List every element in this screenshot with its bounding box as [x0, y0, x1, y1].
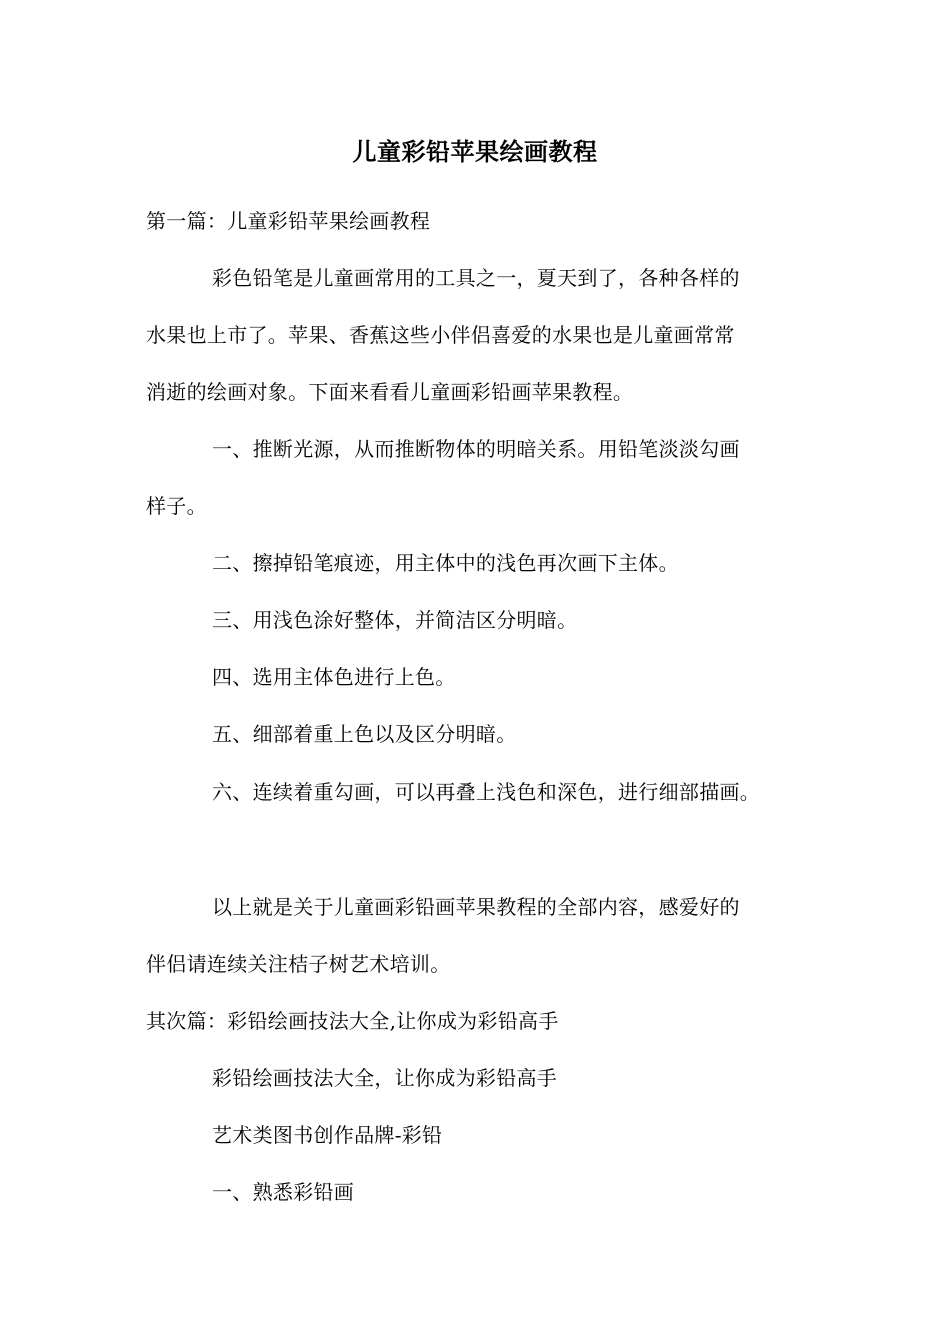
step-4-line: 四、选用主体色进行上色。 [212, 665, 456, 689]
step-3-line: 三、用浅色涂好整体，并简洁区分明暗。 [212, 608, 578, 632]
step-5-line: 五、细部着重上色以及区分明暗。 [212, 722, 517, 746]
step-6-line: 六、连续着重勾画，可以再叠上浅色和深色，进行细部描画。 [212, 780, 761, 804]
section-heading-2: 其次篇：彩铅绘画技法大全,让你成为彩铅高手 [146, 1009, 559, 1033]
conclusion-line: 伴侣请连续关注桔子树艺术培训。 [146, 952, 451, 976]
step-1-continuation: 样子。 [146, 494, 207, 518]
section-heading-1: 第一篇：儿童彩铅苹果绘画教程 [146, 209, 431, 233]
paragraph-line: 彩色铅笔是儿童画常用的工具之一，夏天到了，各种各样的 [212, 266, 740, 290]
document-title: 儿童彩铅苹果绘画教程 [352, 137, 598, 166]
conclusion-line: 以上就是关于儿童画彩铅画苹果教程的全部内容，感爱好的 [212, 895, 740, 919]
paragraph-line: 消逝的绘画对象。下面来看看儿童画彩铅画苹果教程。 [146, 380, 634, 404]
step-2-line: 二、擦掉铅笔痕迹，用主体中的浅色再次画下主体。 [212, 551, 679, 575]
subheading-line: 一、熟悉彩铅画 [212, 1180, 355, 1204]
paragraph-line: 彩铅绘画技法大全，让你成为彩铅高手 [212, 1066, 558, 1090]
paragraph-line: 艺术类图书创作品牌-彩铅 [212, 1123, 443, 1147]
step-1-line: 一、推断光源，从而推断物体的明暗关系。用铅笔淡淡勾画 [212, 437, 740, 461]
paragraph-line: 水果也上市了。苹果、香蕉这些小伴侣喜爱的水果也是儿童画常常 [146, 323, 735, 347]
